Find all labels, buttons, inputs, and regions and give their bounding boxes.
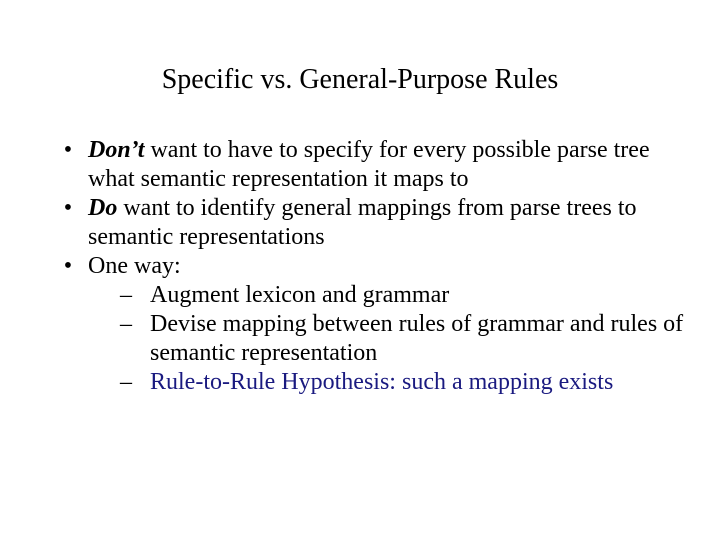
slide-title: Specific vs. General-Purpose Rules — [161, 64, 559, 95]
bullet-text: want to have to specify for every possible parse tree what semantic representation it maps to — [88, 137, 650, 192]
bullet-text: want to identify general mappings from parse trees to semantic representations — [88, 195, 637, 250]
bullet-marker: • — [63, 253, 73, 279]
sub-bullet-text: Augment lexicon and grammar — [150, 282, 450, 308]
sub-bullet-text-highlighted: Rule-to-Rule Hypothesis: such a mapping exists — [150, 369, 614, 395]
bullet-item — [56, 194, 696, 252]
bullet-marker: • — [63, 137, 73, 163]
bullet-marker: • — [63, 195, 73, 221]
bullet-list — [56, 136, 696, 397]
sub-bullet-item — [88, 368, 696, 397]
bullet-item — [56, 252, 696, 281]
bullet-emphasis: Don’t — [88, 137, 145, 163]
bullet-text: One way: — [88, 253, 181, 279]
sub-bullet-item — [88, 310, 696, 368]
bullet-emphasis: Do — [88, 195, 118, 221]
bullet-item — [56, 136, 696, 194]
sub-bullet-item — [88, 281, 696, 310]
sub-bullet-marker: – — [120, 282, 132, 308]
sub-bullet-marker: – — [120, 311, 132, 337]
sub-bullet-marker: – — [120, 369, 132, 395]
sub-bullet-text: Devise mapping between rules of grammar and rules of semantic representation — [150, 311, 684, 366]
